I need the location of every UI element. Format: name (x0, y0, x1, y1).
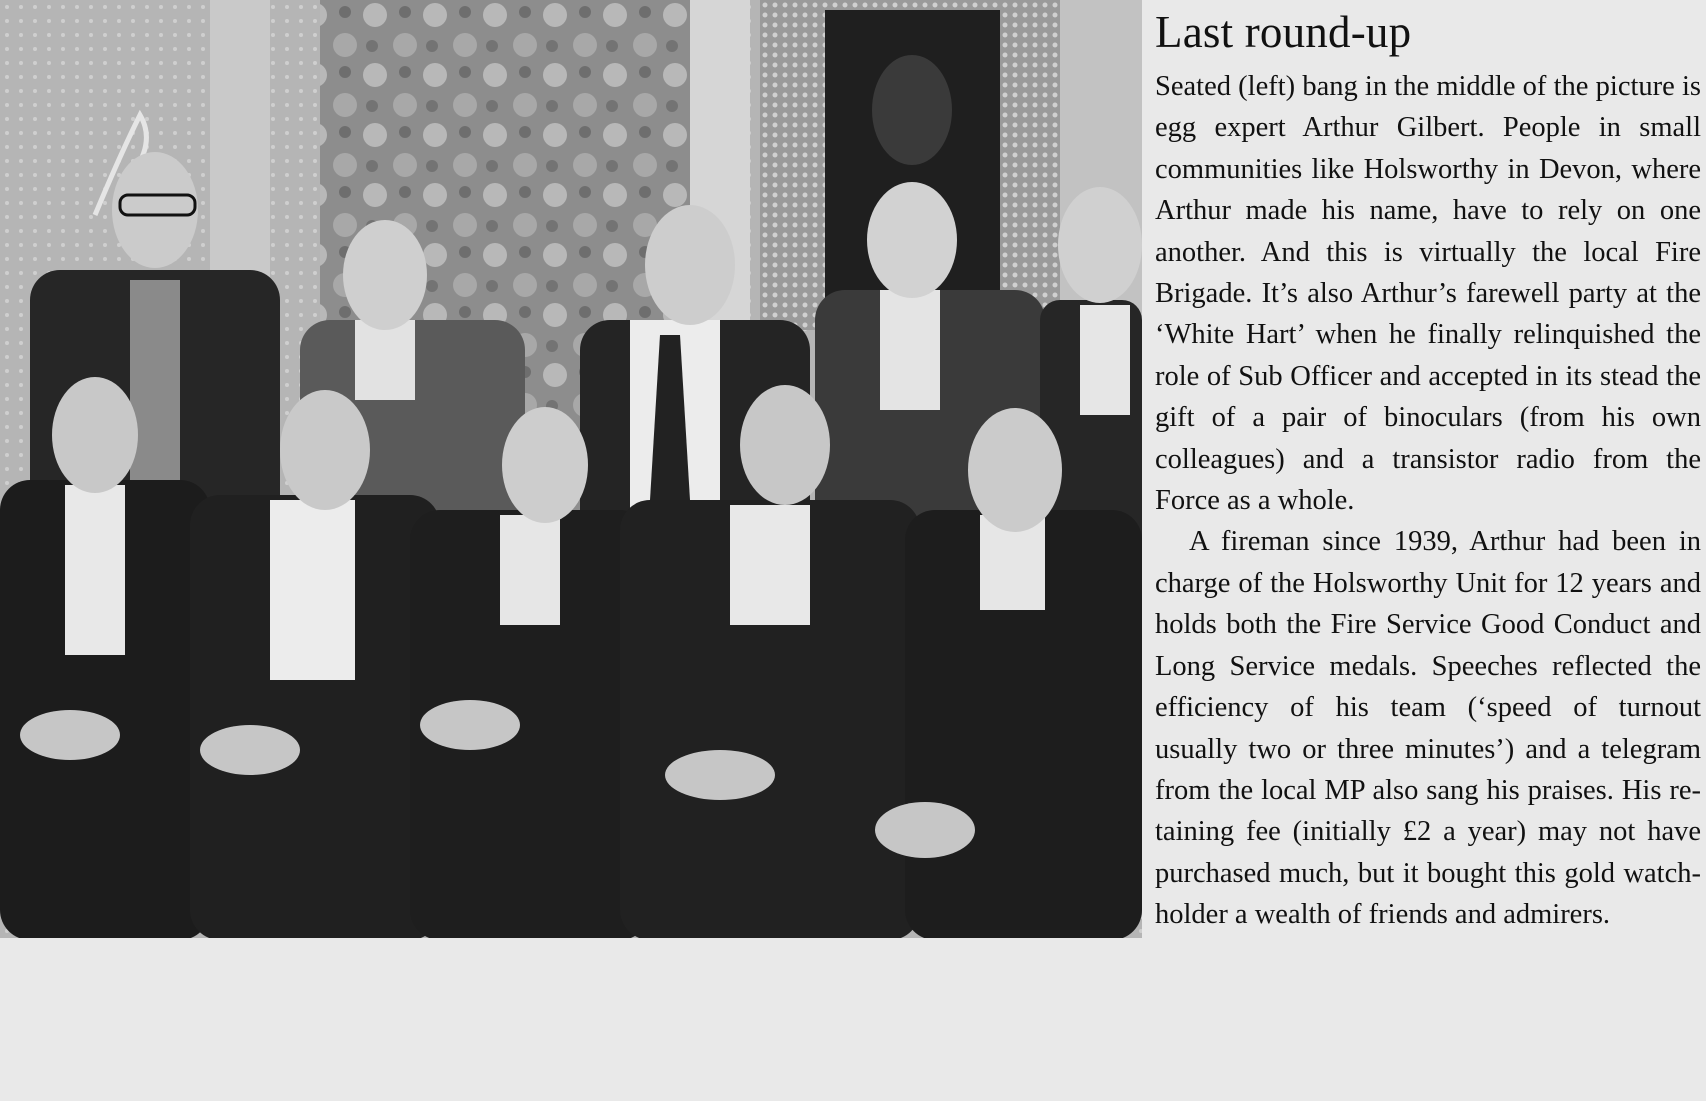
painting-portrait (872, 55, 952, 165)
article-paragraph: Seated (left) bang in the middle of the picture is egg expert Arthur Gilbert. People in small communities like Holsworthy in Devon, where Arthur made his name, have to rely on one another. And this is virtually the local Fire Brigade. It’s also Arthur’s farewell party at the ‘White Hart’ when he finally relinquished the role of Sub Officer and accepted in its stead the gift of a pair of binoculars (from his own colleagues) and a transistor radio from the Force as a whole. (1155, 71, 1701, 517)
article-headline: Last round-up (1155, 7, 1412, 57)
article-paragraph: A fireman since 1939, Arthur had been in charge of the Holsworthy Unit for 12 years and holds both the Fire Service Good Conduct and Long Service medals. Speeches reflected the efficiency of his team (‘speed of turnout usually two or three minutes’) and a telegram from the local MP also sang his praises. His retaining fee (initially £2 a year) may not have purchased much, but it bought this gold watch-holder a wealth of friends and admirers. (1155, 526, 1701, 931)
article-column (1155, 4, 1701, 936)
